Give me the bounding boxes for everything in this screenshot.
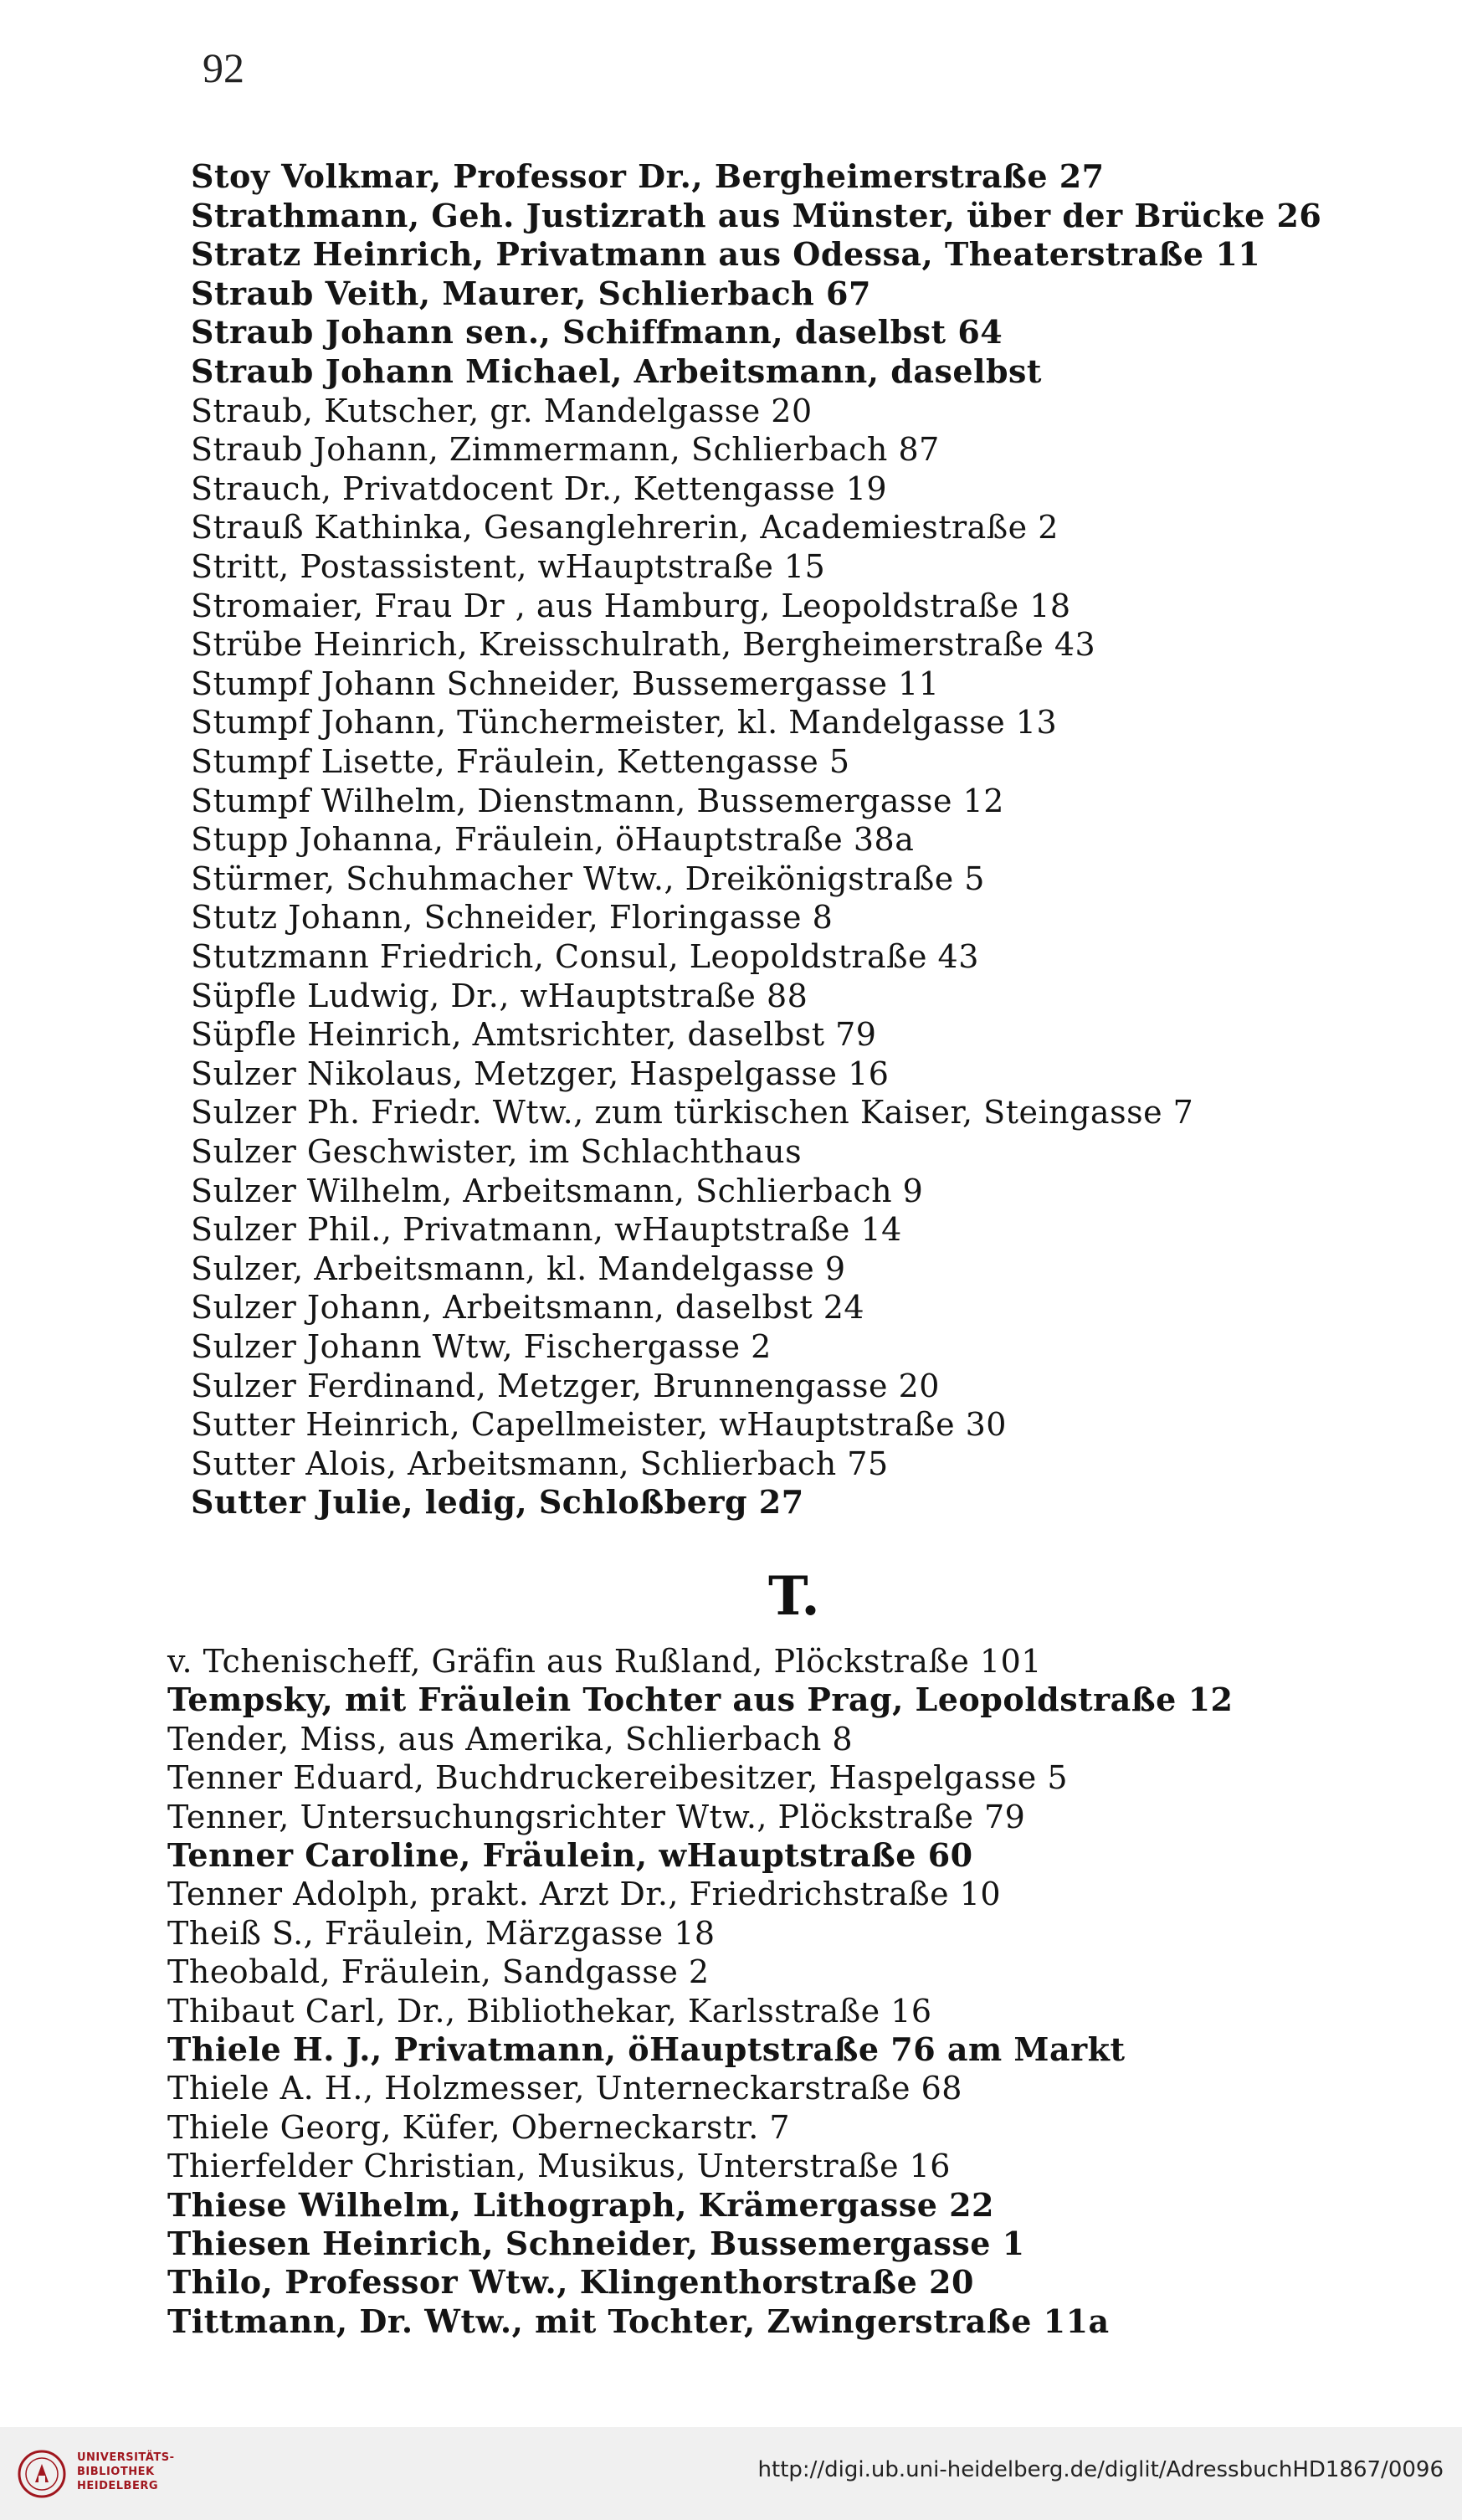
directory-entry: Tenner Adolph, prakt. Arzt Dr., Friedrichstraße 10 bbox=[167, 1876, 1002, 1913]
directory-entry: Stürmer, Schuhmacher Wtw., Dreikönigstraße 5 bbox=[191, 860, 985, 897]
directory-entry: Thibaut Carl, Dr., Bibliothekar, Karlsstraße 16 bbox=[167, 1992, 932, 2030]
logo-text bbox=[77, 2451, 174, 2493]
directory-entry: Stratz Heinrich, Privatmann aus Odessa, Theaterstraße 11 bbox=[191, 235, 1261, 274]
logo-line: HEIDELBERG bbox=[77, 2480, 159, 2492]
directory-entry: Thierfelder Christian, Musikus, Unterstraße 16 bbox=[167, 2148, 951, 2185]
seal-icon bbox=[17, 2449, 67, 2499]
directory-entry: Thiese Wilhelm, Lithograph, Krämergasse 22 bbox=[167, 2185, 994, 2224]
directory-entry: Strathmann, Geh. Justizrath aus Münster, über der Brücke 26 bbox=[191, 196, 1322, 234]
directory-entry: v. Tchenischeff, Gräfin aus Rußland, Plöckstraße 101 bbox=[167, 1643, 1042, 1680]
logo-line: UNIVERSITÄTS- bbox=[77, 2451, 175, 2464]
directory-entry: Stupp Johanna, Fräulein, öHauptstraße 38a bbox=[191, 821, 915, 859]
directory-entry: Stumpf Wilhelm, Dienstmann, Bussemergasse 12 bbox=[191, 782, 1004, 819]
directory-entry: Straub Veith, Maurer, Schlierbach 67 bbox=[191, 274, 871, 312]
directory-entry: Sulzer Geschwister, im Schlachthaus bbox=[191, 1133, 803, 1170]
directory-entry: Tenner Eduard, Buchdruckereibesitzer, Haspelgasse 5 bbox=[167, 1759, 1069, 1797]
directory-entry: Theiß S., Fräulein, Märzgasse 18 bbox=[167, 1914, 716, 1952]
directory-entry: Tempsky, mit Fräulein Tochter aus Prag, Leopoldstraße 12 bbox=[167, 1681, 1234, 1719]
directory-entry: Sutter Alois, Arbeitsmann, Schlierbach 75 bbox=[191, 1445, 889, 1482]
directory-entry: Sutter Heinrich, Capellmeister, wHauptstraße 30 bbox=[191, 1406, 1007, 1444]
directory-entry: Tenner Caroline, Fräulein, wHauptstraße 60 bbox=[167, 1836, 973, 1874]
directory-entry: Thiele Georg, Küfer, Oberneckarstr. 7 bbox=[167, 2108, 791, 2146]
directory-entry: Stritt, Postassistent, wHauptstraße 15 bbox=[191, 548, 826, 585]
directory-entry: Strauch, Privatdocent Dr., Kettengasse 19 bbox=[191, 470, 888, 507]
directory-entry: Thiesen Heinrich, Schneider, Bussemergasse 1 bbox=[167, 2225, 1025, 2262]
footer bbox=[0, 2427, 1462, 2520]
directory-entry: Sulzer Phil., Privatmann, wHauptstraße 14 bbox=[191, 1211, 902, 1249]
directory-entry: Straub Johann sen., Schiffmann, daselbst 64 bbox=[191, 313, 1003, 352]
directory-entry: Tenner, Untersuchungsrichter Wtw., Plöckstraße 79 bbox=[167, 1798, 1026, 1835]
directory-entry: Stumpf Johann Schneider, Bussemergasse 11 bbox=[191, 665, 940, 702]
directory-entry: Sulzer Ferdinand, Metzger, Brunnengasse 20 bbox=[191, 1367, 940, 1404]
library-logo bbox=[17, 2446, 201, 2504]
directory-entry: Straub Johann, Zimmermann, Schlierbach 87 bbox=[191, 431, 940, 469]
directory-entry: Süpfle Heinrich, Amtsrichter, daselbst 79 bbox=[191, 1016, 877, 1054]
directory-entry: Süpfle Ludwig, Dr., wHauptstraße 88 bbox=[191, 977, 808, 1014]
directory-entry: Sulzer Johann Wtw, Fischergasse 2 bbox=[191, 1328, 772, 1365]
logo-line: BIBLIOTHEK bbox=[77, 2466, 155, 2478]
directory-entry: Stutz Johann, Schneider, Floringasse 8 bbox=[191, 899, 834, 937]
section-letter: T. bbox=[768, 1565, 820, 1628]
directory-entry: Sulzer Wilhelm, Arbeitsmann, Schlierbach 9 bbox=[191, 1172, 924, 1209]
directory-entry: Stumpf Johann, Tünchermeister, kl. Mandelgasse 13 bbox=[191, 704, 1058, 742]
directory-entry: Stoy Volkmar, Professor Dr., Bergheimerstraße 27 bbox=[191, 157, 1105, 195]
directory-entry: Stutzmann Friedrich, Consul, Leopoldstraße 43 bbox=[191, 938, 979, 975]
directory-entry: Thiele H. J., Privatmann, öHauptstraße 76 am Markt bbox=[167, 2030, 1126, 2068]
directory-entry: Sulzer Ph. Friedr. Wtw., zum türkischen Kaiser, Steingasse 7 bbox=[191, 1094, 1194, 1132]
directory-entry: Stumpf Lisette, Fräulein, Kettengasse 5 bbox=[191, 743, 850, 780]
directory-entry: Tittmann, Dr. Wtw., mit Tochter, Zwingerstraße 11a bbox=[167, 2302, 1110, 2340]
directory-entry: Thilo, Professor Wtw., Klingenthorstraße 20 bbox=[167, 2263, 974, 2302]
directory-entry: Stromaier, Frau Dr , aus Hamburg, Leopoldstraße 18 bbox=[191, 587, 1071, 624]
directory-entry: Sulzer Nikolaus, Metzger, Haspelgasse 16 bbox=[191, 1055, 890, 1092]
directory-entry: Strauß Kathinka, Gesanglehrerin, Academiestraße 2 bbox=[191, 509, 1059, 547]
directory-entry: Straub Johann Michael, Arbeitsmann, daselbst bbox=[191, 352, 1042, 390]
page-number: 92 bbox=[203, 44, 244, 91]
directory-entry: Theobald, Fräulein, Sandgasse 2 bbox=[167, 1953, 710, 1991]
directory-entry: Straub, Kutscher, gr. Mandelgasse 20 bbox=[191, 392, 813, 429]
source-url-link[interactable]: http://digi.ub.uni-heidelberg.de/diglit/AdressbuchHD1867/0096 bbox=[757, 2457, 1444, 2482]
directory-entry: Tender, Miss, aus Amerika, Schlierbach 8 bbox=[167, 1720, 854, 1758]
directory-entry: Thiele A. H., Holzmesser, Unterneckarstraße 68 bbox=[167, 2070, 962, 2107]
directory-entry: Sulzer Johann, Arbeitsmann, daselbst 24 bbox=[191, 1289, 865, 1327]
directory-entry: Strübe Heinrich, Kreisschulrath, Bergheimerstraße 43 bbox=[191, 626, 1096, 664]
directory-entry: Sulzer, Arbeitsmann, kl. Mandelgasse 9 bbox=[191, 1250, 846, 1287]
directory-entry: Sutter Julie, ledig, Schloßberg 27 bbox=[191, 1483, 804, 1522]
